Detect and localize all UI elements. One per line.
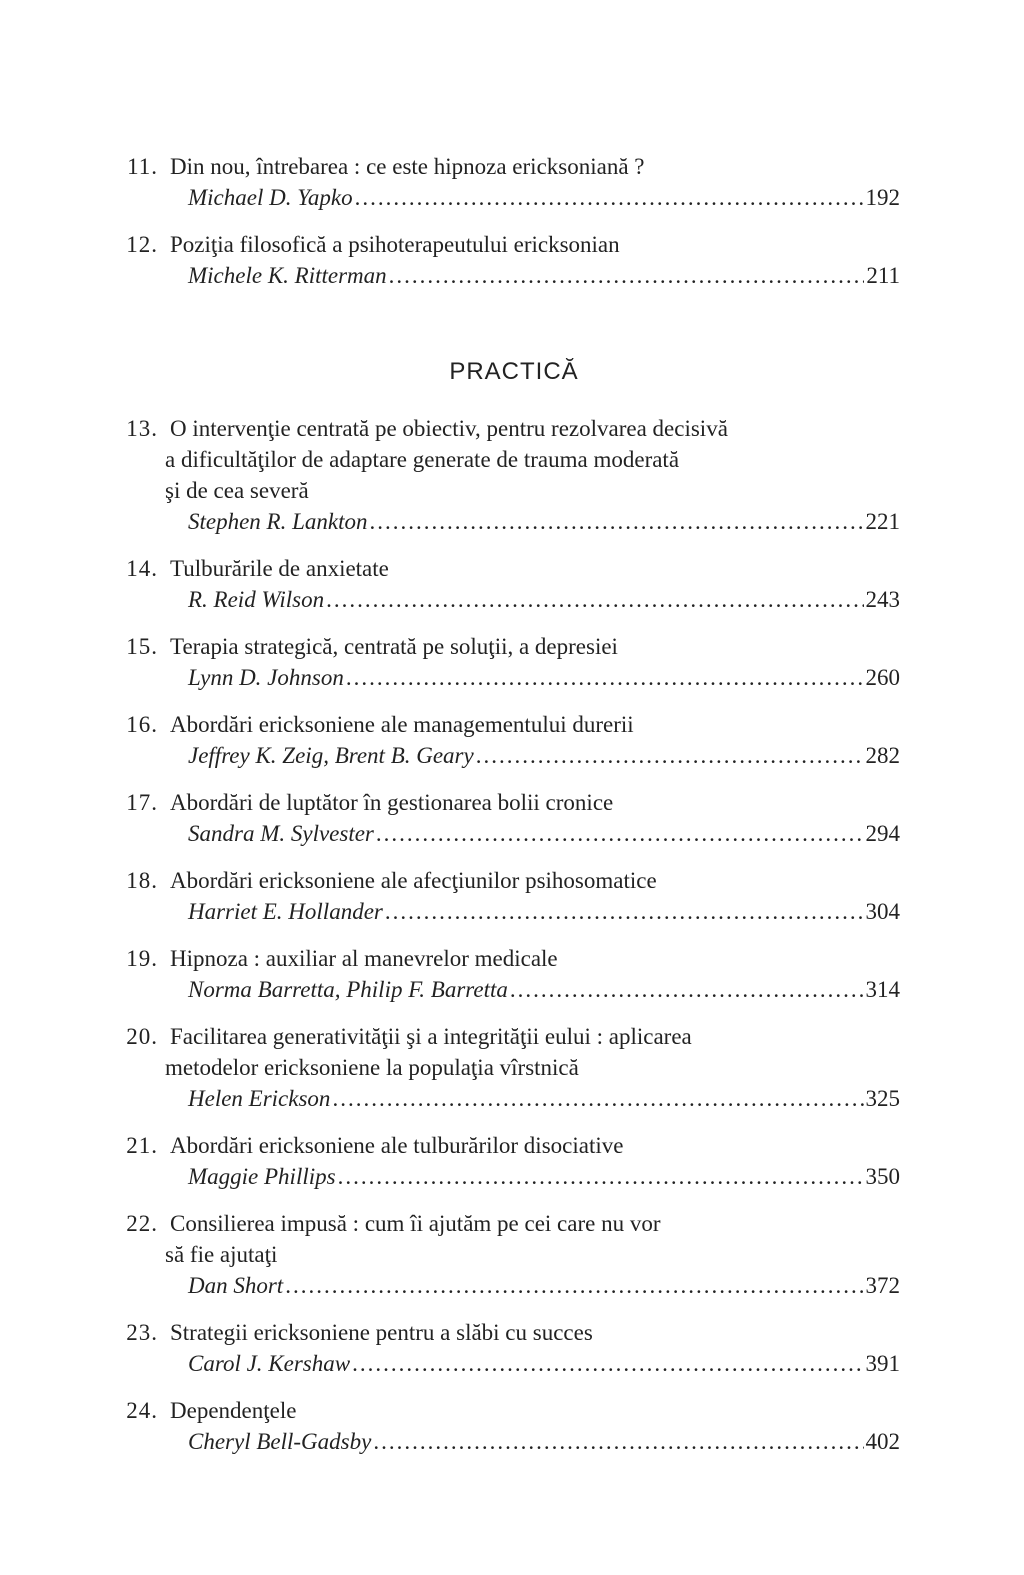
chapter-author: Michele K. Ritterman (188, 263, 387, 288)
chapter-author: Helen Erickson (188, 1086, 331, 1111)
chapter-number: 18. (126, 868, 158, 893)
page-number: 282 (865, 743, 900, 768)
chapter-author: Lynn D. Johnson (188, 665, 344, 690)
toc-entry (110, 1395, 900, 1457)
author-line (110, 506, 900, 537)
spacer (158, 151, 165, 182)
chapter-title-continued: să fie ajutaţi (165, 1242, 278, 1267)
spacer (158, 1021, 165, 1052)
author-line (110, 584, 900, 615)
spacer (158, 787, 165, 818)
title-line (110, 444, 900, 475)
toc-entry (110, 787, 900, 849)
chapter-title: Din nou, întrebarea : ce este hipnoza ericksoniană ? (170, 154, 645, 179)
author-line (110, 818, 900, 849)
chapter-title: Abordări ericksoniene ale tulburărilor disociative (170, 1133, 624, 1158)
toc-entry (110, 943, 900, 1005)
title-line (110, 413, 900, 444)
spacer (158, 631, 165, 662)
toc-entry (110, 1021, 900, 1114)
dot-leader (376, 818, 864, 849)
chapter-author: R. Reid Wilson (188, 587, 325, 612)
chapter-number: 12. (126, 232, 158, 257)
spacer (158, 1208, 165, 1239)
page-number: 372 (865, 1273, 900, 1298)
toc-entry (110, 1317, 900, 1379)
dot-leader (385, 896, 864, 927)
chapter-number: 14. (126, 556, 158, 581)
toc-entry (110, 229, 900, 291)
spacer (158, 865, 165, 896)
author-line (110, 1161, 900, 1192)
dot-leader (338, 1161, 864, 1192)
chapter-author: Jeffrey K. Zeig, Brent B. Geary (188, 743, 474, 768)
toc-entry (110, 709, 900, 771)
spacer (158, 1395, 165, 1426)
page-number: 294 (865, 821, 900, 846)
chapter-title: Dependenţele (170, 1398, 297, 1423)
title-line (110, 475, 900, 506)
toc-entry (110, 151, 900, 213)
chapter-title: Consilierea impusă : cum îi ajutăm pe cei care nu vor (170, 1211, 661, 1236)
title-line (110, 553, 900, 584)
title-line (110, 1130, 900, 1161)
title-line (110, 709, 900, 740)
table-of-contents (110, 151, 900, 1473)
chapter-number: 16. (126, 712, 158, 737)
dot-leader (389, 260, 865, 291)
author-line (110, 260, 900, 291)
author-line (110, 1426, 900, 1457)
chapter-title: Facilitarea generativităţii şi a integrităţii eului : aplicarea (170, 1024, 692, 1049)
toc-group-theory (110, 151, 900, 291)
spacer (158, 413, 165, 444)
dot-leader (476, 740, 864, 771)
title-line (110, 1317, 900, 1348)
chapter-title: Abordări de luptător în gestionarea bolii cronice (170, 790, 614, 815)
chapter-author: Cheryl Bell-Gadsby (188, 1429, 372, 1454)
chapter-number: 11. (127, 154, 158, 179)
chapter-title: O intervenţie centrată pe obiectiv, pentru rezolvarea decisivă (170, 416, 728, 441)
chapter-number: 15. (126, 634, 158, 659)
chapter-author: Stephen R. Lankton (188, 509, 368, 534)
page-number: 350 (865, 1164, 900, 1189)
chapter-title-continued: metodelor ericksoniene la populaţia vîrstnică (165, 1055, 579, 1080)
spacer (158, 943, 165, 974)
title-line (110, 1208, 900, 1239)
dot-leader (355, 182, 864, 213)
chapter-author: Dan Short (188, 1273, 284, 1298)
dot-leader (370, 506, 864, 537)
dot-leader (510, 974, 864, 1005)
dot-leader (326, 584, 863, 615)
chapter-author: Harriet E. Hollander (188, 899, 383, 924)
chapter-title: Tulburările de anxietate (170, 556, 389, 581)
title-line (110, 151, 900, 182)
chapter-number: 13. (126, 416, 158, 441)
chapter-title-continued: a dificultăţilor de adaptare generate de trauma moderată (165, 447, 680, 472)
chapter-title: Strategii ericksoniene pentru a slăbi cu succes (170, 1320, 593, 1345)
title-line (110, 865, 900, 896)
title-line (110, 1239, 900, 1270)
section-heading: PRACTICĂ (449, 358, 579, 385)
author-line (110, 1270, 900, 1301)
title-line (110, 1021, 900, 1052)
dot-leader (346, 662, 864, 693)
spacer (158, 709, 165, 740)
toc-entry (110, 631, 900, 693)
page-number: 221 (865, 509, 900, 534)
chapter-title: Hipnoza : auxiliar al manevrelor medicale (170, 946, 558, 971)
toc-entry (110, 865, 900, 927)
chapter-title-continued: şi de cea severă (165, 478, 309, 503)
chapter-title: Poziţia filosofică a psihoterapeutului ericksonian (170, 232, 620, 257)
page-number: 211 (866, 263, 900, 288)
chapter-author: Michael D. Yapko (188, 185, 353, 210)
chapter-author: Carol J. Kershaw (188, 1351, 351, 1376)
page-number: 192 (865, 185, 900, 210)
chapter-title: Terapia strategică, centrată pe soluţii, a depresiei (170, 634, 618, 659)
chapter-number: 22. (126, 1211, 158, 1236)
spacer (158, 1130, 165, 1161)
author-line (110, 1083, 900, 1114)
title-line (110, 229, 900, 260)
chapter-author: Sandra M. Sylvester (188, 821, 374, 846)
spacer (158, 1317, 165, 1348)
chapter-number: 23. (126, 1320, 158, 1345)
author-line (110, 896, 900, 927)
toc-entry (110, 1130, 900, 1192)
title-line (110, 631, 900, 662)
title-line (110, 1395, 900, 1426)
chapter-author: Maggie Phillips (188, 1164, 336, 1189)
chapter-author: Norma Barretta, Philip F. Barretta (188, 977, 508, 1002)
toc-entry (110, 553, 900, 615)
author-line (110, 182, 900, 213)
title-line (110, 943, 900, 974)
dot-leader (352, 1348, 863, 1379)
chapter-number: 19. (126, 946, 158, 971)
chapter-number: 21. (126, 1133, 158, 1158)
author-line (110, 740, 900, 771)
toc-group-practice (110, 413, 900, 1457)
page-number: 325 (865, 1086, 900, 1111)
page-number: 402 (865, 1429, 900, 1454)
title-line (110, 787, 900, 818)
author-line (110, 974, 900, 1005)
chapter-number: 17. (126, 790, 158, 815)
page-number: 304 (865, 899, 900, 924)
chapter-title: Abordări ericksoniene ale afecţiunilor psihosomatice (170, 868, 657, 893)
page-number: 391 (865, 1351, 900, 1376)
dot-leader (373, 1426, 863, 1457)
dot-leader (332, 1083, 863, 1114)
dot-leader (285, 1270, 863, 1301)
page-number: 243 (865, 587, 900, 612)
chapter-number: 20. (126, 1024, 158, 1049)
spacer (158, 229, 165, 260)
toc-entry (110, 413, 900, 537)
chapter-number: 24. (126, 1398, 158, 1423)
toc-entry (110, 1208, 900, 1301)
page-number: 260 (865, 665, 900, 690)
author-line (110, 662, 900, 693)
title-line (110, 1052, 900, 1083)
spacer (158, 553, 165, 584)
author-line (110, 1348, 900, 1379)
page-number: 314 (865, 977, 900, 1002)
chapter-title: Abordări ericksoniene ale managementului durerii (170, 712, 634, 737)
